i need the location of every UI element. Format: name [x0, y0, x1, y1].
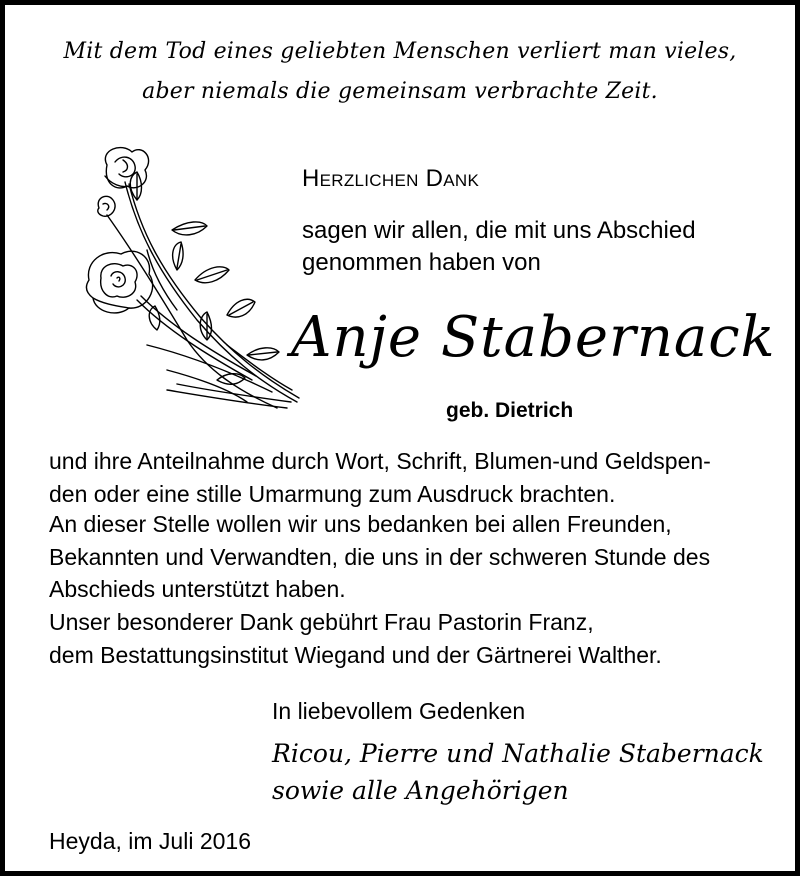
quote-line-2: aber niemals die gemeinsam verbrachte Zeit. — [142, 79, 658, 104]
body-line: An dieser Stelle wollen wir uns bedanken bei allen Freunden, — [49, 511, 672, 537]
intro-line-1: sagen wir allen, die mit uns Abschied — [302, 217, 696, 244]
body-paragraph-2 — [49, 508, 771, 606]
rose-illustration-icon — [77, 140, 307, 410]
body-line: den oder eine stille Umarmung zum Ausdruck brachten. — [49, 480, 616, 507]
memorial-line: In liebevollem Gedenken — [272, 698, 526, 724]
body-line: und ihre Anteilnahme durch Wort, Schrift, Blumen-und Geldspen- — [49, 448, 711, 474]
body-line: Unser besonderer Dank gebührt Frau Pastorin Franz, — [49, 609, 594, 635]
family-signature — [272, 735, 764, 809]
thanks-heading: Herzlichen Dank — [302, 165, 480, 192]
birth-name: geb. Dietrich — [446, 399, 574, 422]
place-date: Heyda, im Juli 2016 — [49, 828, 251, 854]
body-line: dem Bestattungsinstitut Wiegand und der Gärtnerei Walther. — [49, 641, 662, 668]
intro-text — [302, 215, 696, 279]
deceased-name: Anje Stabernack — [291, 305, 776, 370]
family-line-2: sowie alle Angehörigen — [272, 776, 569, 805]
body-paragraph-3 — [49, 606, 771, 671]
intro-line-2: genommen haben von — [302, 249, 541, 276]
body-paragraph-1 — [49, 445, 771, 510]
quote-line-1: Mit dem Tod eines geliebten Menschen verliert man vieles, — [63, 39, 737, 64]
family-line-1: Ricou, Pierre und Nathalie Stabernack — [272, 739, 764, 768]
body-line: Bekannten und Verwandten, die uns in der schweren Stunde des — [49, 543, 711, 570]
body-line: Abschieds unterstützt haben. — [49, 576, 346, 602]
